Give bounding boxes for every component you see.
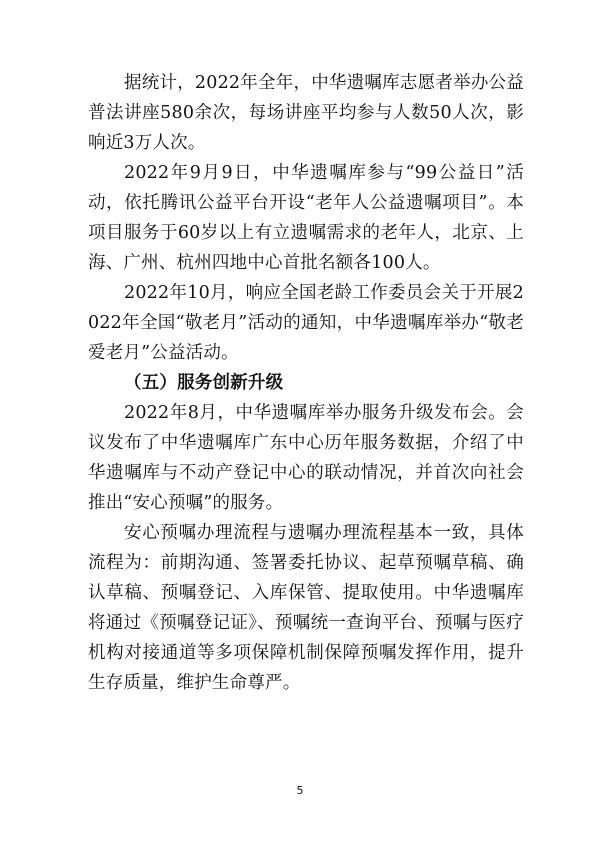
paragraph-advance-directive-process: 安心预嘱办理流程与遗嘱办理流程基本一致，具体流程为：前期沟通、签署委托协议、起草预嘱草稿、确认草稿、预嘱登记、入库保管、提取使用。中华遗嘱库将通过《预嘱登记证》、预嘱统一查询平台、预嘱与医疗机构对接通道等多项保障机制保障预嘱发挥作用，提升生存质量，维护生命尊严。	[88, 523, 524, 693]
paragraph-service-upgrade: 2022年8月，中华遗嘱库举办服务升级发布会。会议发布了中华遗嘱库广东中心历年服务数据，介绍了中华遗嘱库与不动产登记中心的联动情况，并首次向社会推出“安心预嘱”的服务。	[88, 403, 524, 513]
section-heading: （五）服务创新升级	[124, 373, 284, 393]
paragraph-respect-elderly-month: 2022年10月，响应全国老龄工作委员会关于开展2022年全国“敬老月”活动的通知，中华遗嘱库举办“敬老爱老月”公益活动。	[88, 283, 524, 363]
paragraph-99-charity-day: 2022年9月9日，中华遗嘱库参与“99公益日”活动，依托腾讯公益平台开设“老年人公益遗嘱项目”。本项目服务于60岁以上有立遗嘱需求的老年人，北京、上海、广州、杭州四地中心首批名额各100人。	[88, 163, 524, 273]
paragraph-statistics: 据统计，2022年全年，中华遗嘱库志愿者举办公益普法讲座580余次，每场讲座平均参与人数50人次，影响近3万人次。	[88, 73, 524, 153]
page-content	[88, 68, 524, 698]
page-number: 5	[296, 784, 304, 797]
